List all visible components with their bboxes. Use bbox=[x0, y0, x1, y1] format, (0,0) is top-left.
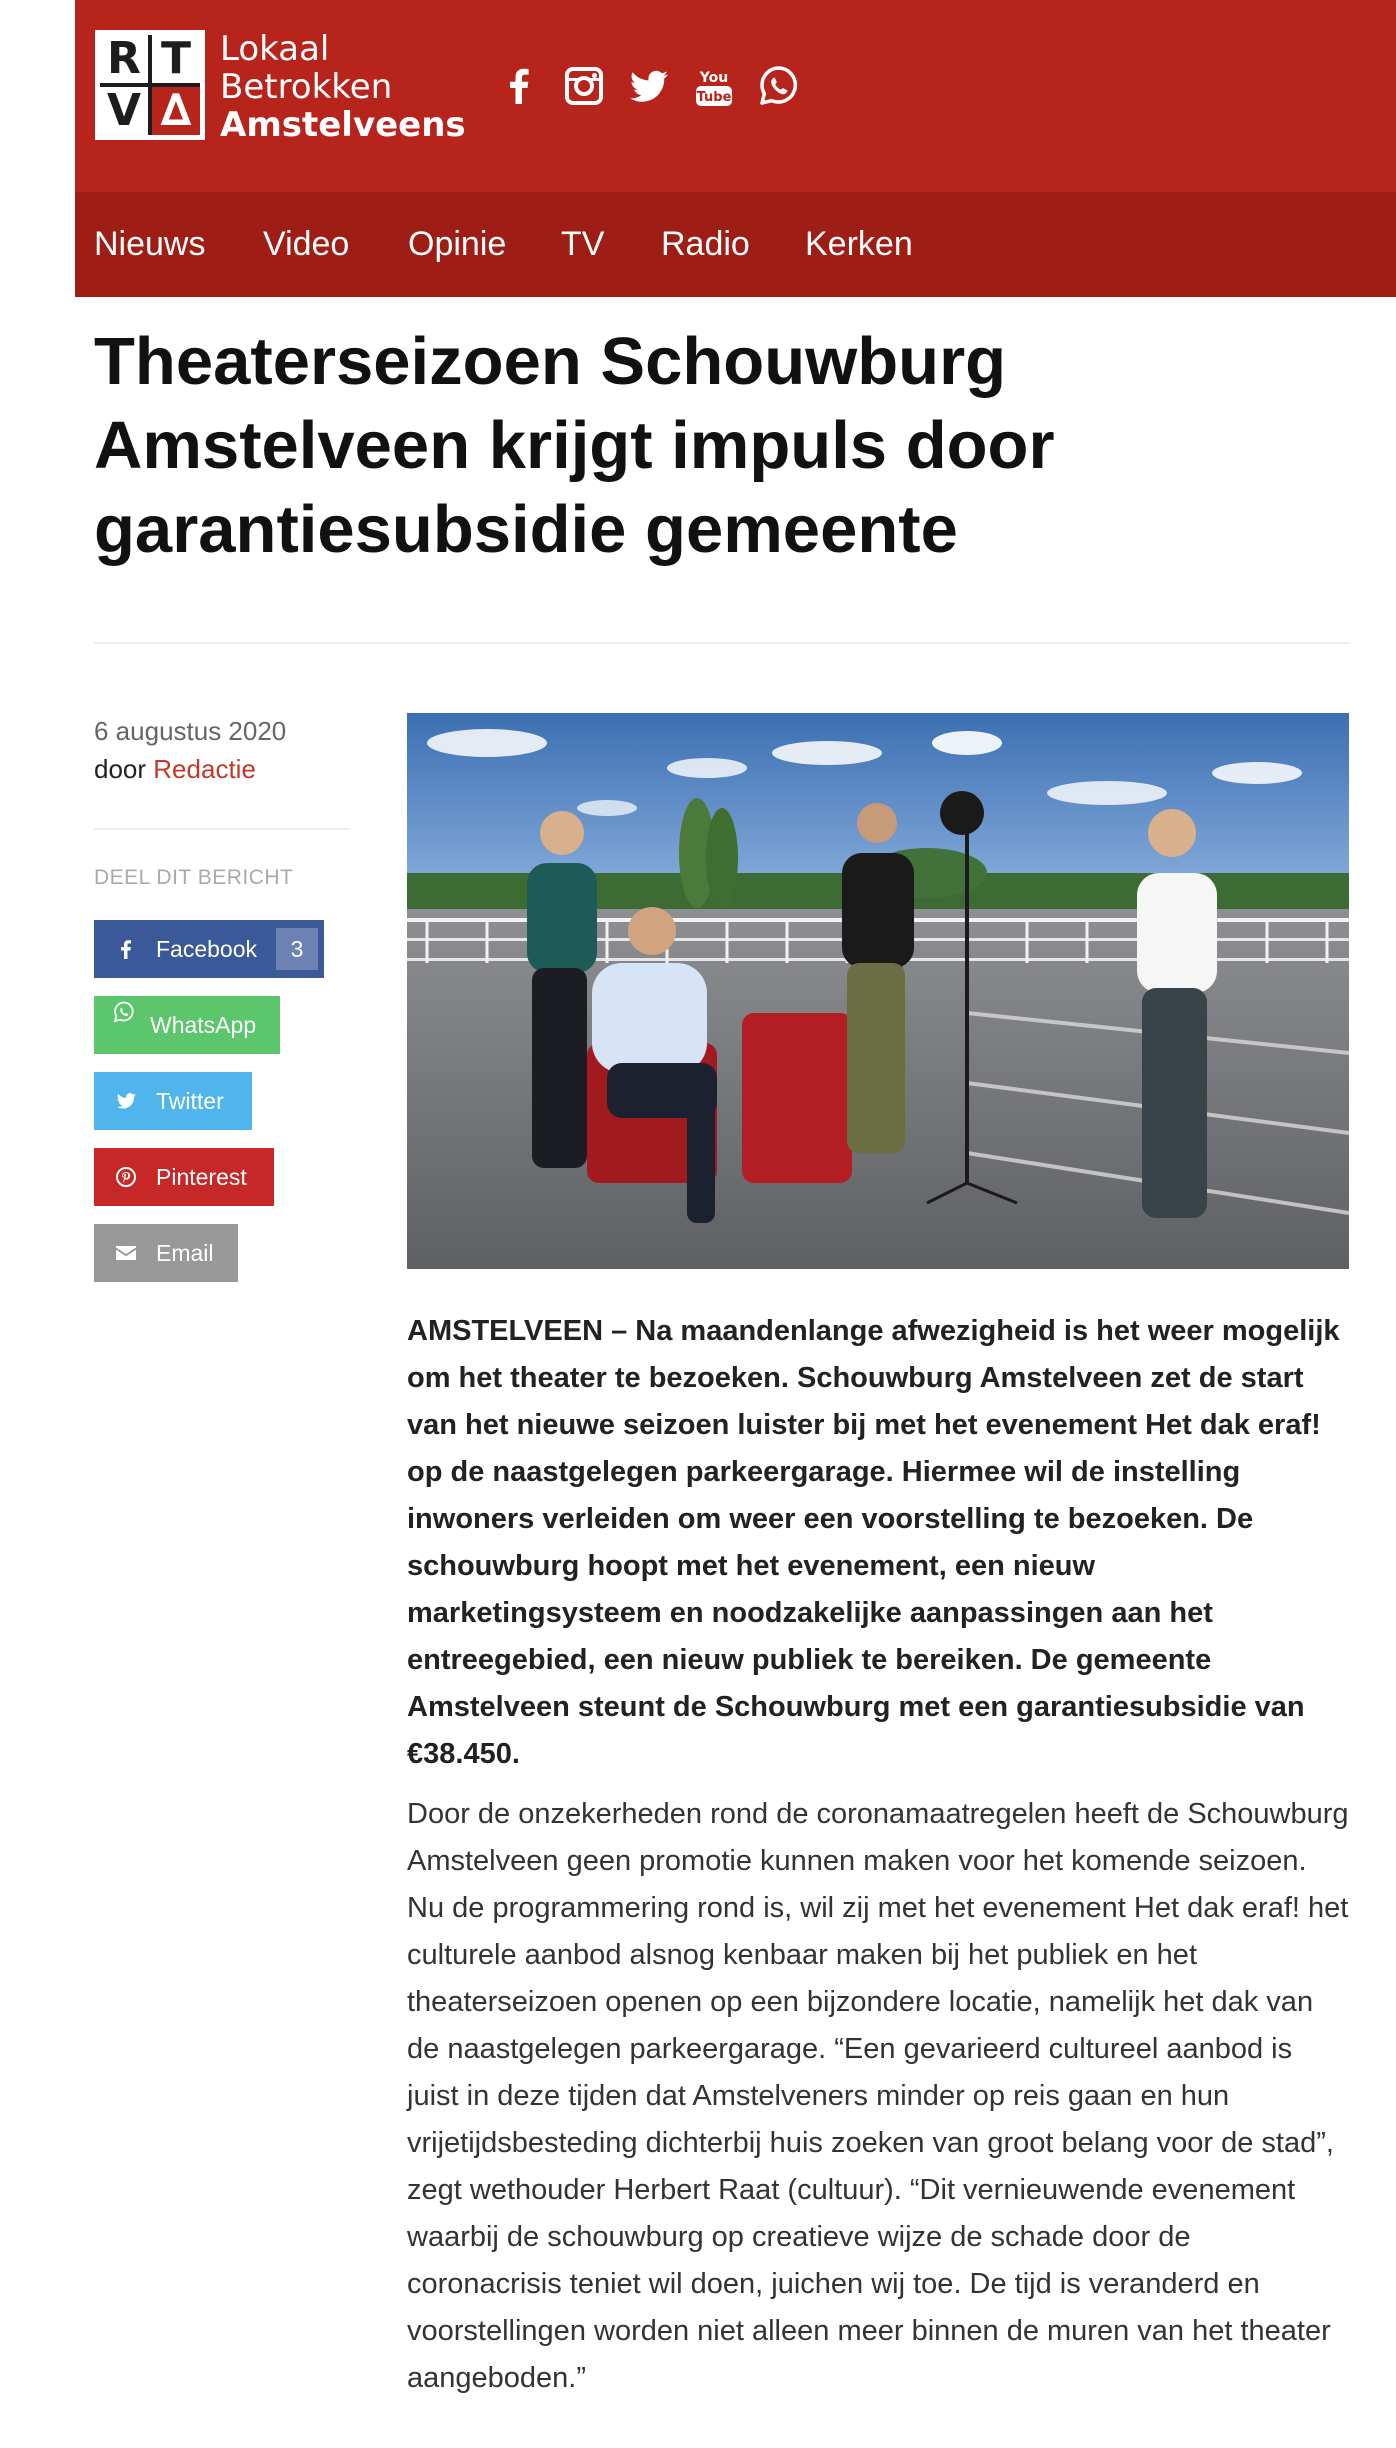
facebook-icon[interactable] bbox=[495, 62, 543, 110]
site-logo[interactable] bbox=[95, 30, 515, 148]
byline bbox=[94, 750, 354, 788]
article-photo bbox=[407, 713, 1349, 1269]
byline-label: door bbox=[94, 754, 147, 784]
share-whatsapp-button[interactable] bbox=[94, 996, 280, 1054]
instagram-icon[interactable] bbox=[560, 62, 608, 110]
logo-line: Lokaal bbox=[220, 29, 330, 69]
nav-item-nieuws[interactable]: Nieuws bbox=[94, 225, 206, 263]
article-body: Door de onzekerheden rond de coronamaatregelen heeft de Schouwburg Amstelveen geen promotie kunnen maken voor het komende seizoen. Nu de programmering rond is, wil zij met het evenement Het dak eraf! het culturele aanbod alsnog kenbaar maken bij het publiek en het theaterseizoen openen op een bijzondere locatie, namelijk het dak van de naastgelegen parkeergarage. “Een gevarieerd cultureel aanbod is juist in deze tijden dat Amstelveners minder op reis gaan en hun vrijetijdsbesteding dichterbij huis zoeken van groot belang voor de stad”, zegt wethouder Herbert Raat (cultuur). “Dit vernieuwende evenement waarbij de schouwburg op creatieve wijze de schade door de coronacrisis teniet wil doen, juichen wij toe. De tijd is veranderd en voorstellingen worden niet alleen meer binnen de muren van het theater aangeboden.” bbox=[407, 1798, 1349, 2394]
share-facebook-label: Facebook bbox=[156, 936, 258, 962]
share-label: DEEL DIT BERICHT bbox=[94, 866, 294, 889]
main-nav bbox=[75, 192, 1396, 297]
logo-letter: ∆ bbox=[152, 87, 200, 135]
facebook-icon bbox=[114, 937, 138, 961]
article-lead: AMSTELVEEN – Na maandenlange afwezigheid is het weer mogelijk om het theater te bezoeken. Schouwburg Amstelveen zet de start van het nieuwe seizoen luister bij met het evenement Het dak eraf! op de naastgelegen parkeergarage. Hiermee wil de instelling inwoners verleiden om weer een voorstelling te bezoeken. De schouwburg hoopt met het evenement, een nieuw marketingsysteem en noodzakelijke aanpassingen aan het entreegebied, een nieuw publiek te bereiken. De gemeente Amstelveen steunt de Schouwburg met een garantiesubsidie van €38.450. bbox=[407, 1315, 1340, 1770]
logo-line: Amstelveens bbox=[220, 105, 466, 145]
author-link[interactable]: Redactie bbox=[153, 754, 256, 784]
share-email-label: Email bbox=[156, 1240, 214, 1266]
share-email-button[interactable] bbox=[94, 1224, 238, 1282]
whatsapp-icon bbox=[112, 1000, 136, 1024]
nav-item-opinie[interactable]: Opinie bbox=[408, 225, 507, 263]
logo-line: Betrokken bbox=[220, 67, 393, 107]
share-count-badge: 3 bbox=[276, 928, 318, 970]
twitter-icon bbox=[114, 1089, 138, 1113]
pinterest-icon bbox=[114, 1165, 138, 1189]
article-meta bbox=[94, 712, 354, 788]
twitter-icon[interactable] bbox=[625, 62, 673, 110]
svg-text:You: You bbox=[699, 70, 729, 86]
whatsapp-icon[interactable] bbox=[755, 62, 803, 110]
nav-item-tv[interactable]: TV bbox=[561, 225, 605, 263]
logo-mark bbox=[95, 30, 205, 140]
svg-text:Tube: Tube bbox=[696, 90, 732, 105]
article-photo-image bbox=[407, 713, 1349, 1269]
share-pinterest-button[interactable] bbox=[94, 1148, 274, 1206]
page-title: Theaterseizoen Schouwburg Amstelveen krijgt impuls door garantiesubsidie gemeente bbox=[94, 324, 1055, 567]
site-header bbox=[75, 0, 1396, 192]
publish-date: 6 augustus 2020 bbox=[94, 716, 287, 746]
title-divider bbox=[94, 642, 1349, 644]
youtube-icon[interactable] bbox=[690, 62, 738, 110]
share-pinterest-label: Pinterest bbox=[156, 1164, 247, 1190]
share-twitter-label: Twitter bbox=[156, 1088, 224, 1114]
nav-item-radio[interactable]: Radio bbox=[661, 225, 750, 263]
logo-wordmark bbox=[220, 30, 466, 144]
share-facebook-button[interactable] bbox=[94, 920, 324, 978]
logo-letter: R bbox=[100, 35, 148, 83]
nav-item-video[interactable]: Video bbox=[263, 225, 350, 263]
nav-item-kerken[interactable]: Kerken bbox=[805, 225, 913, 263]
email-icon bbox=[114, 1241, 138, 1265]
share-twitter-button[interactable] bbox=[94, 1072, 252, 1130]
share-whatsapp-label: WhatsApp bbox=[150, 1012, 257, 1038]
meta-divider bbox=[94, 828, 349, 830]
logo-letter: T bbox=[152, 35, 200, 83]
logo-letter: V bbox=[100, 87, 148, 135]
